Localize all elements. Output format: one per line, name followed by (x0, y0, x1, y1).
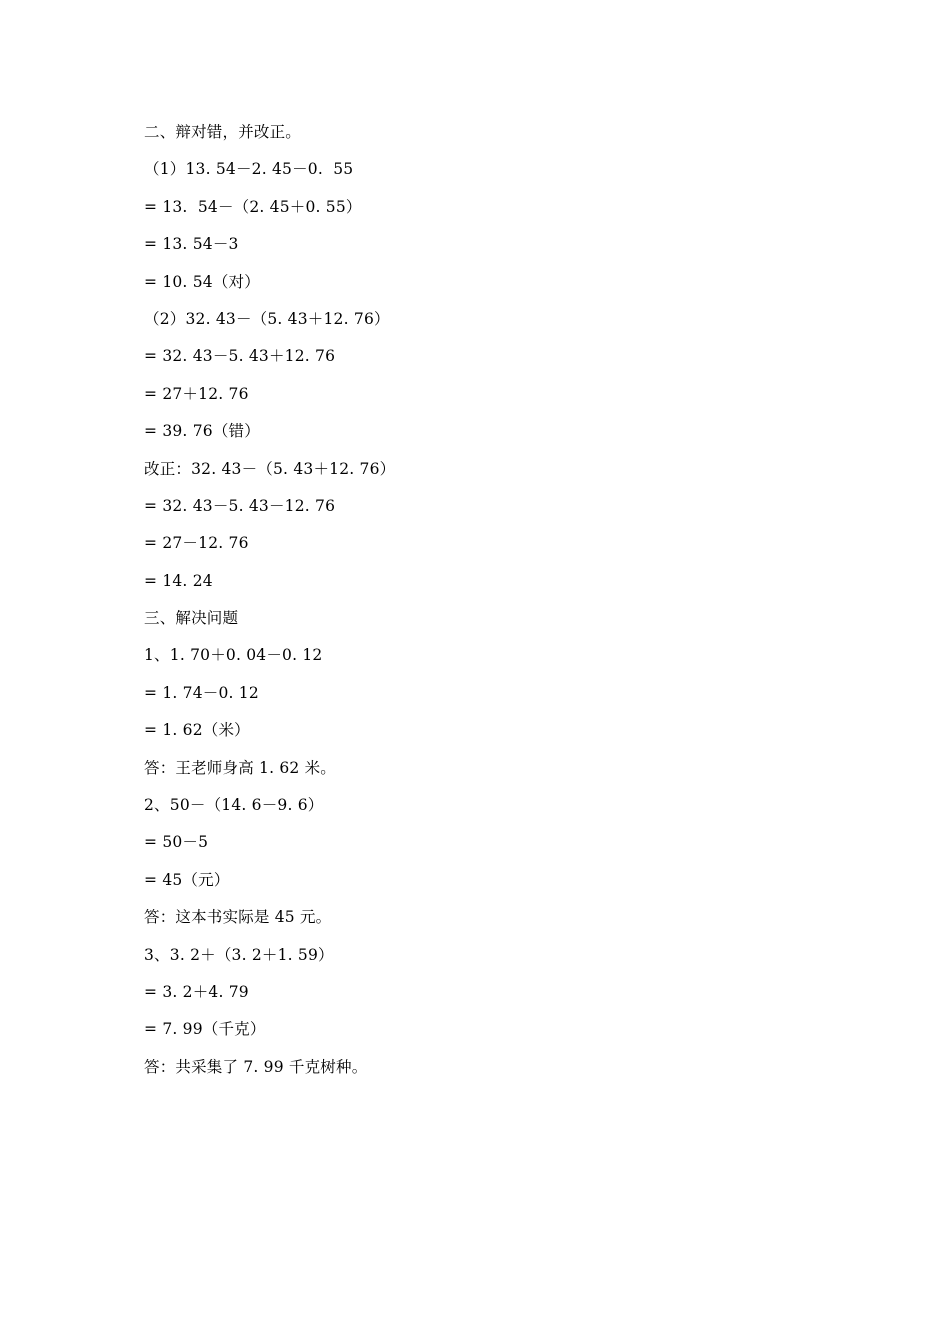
question-3-answer: 答：共采集了 7. 99 千克树种。 (144, 1057, 368, 1076)
correction-step-1: = 32. 43－5. 43－12. 76 (144, 496, 336, 515)
problem-1-step-1: = 13. 54－（2. 45＋0. 55） (144, 197, 362, 216)
correction-expression: 改正：32. 43－（5. 43＋12. 76） (144, 459, 396, 478)
question-2-answer: 答：这本书实际是 45 元。 (144, 908, 332, 927)
question-3-expression: 3、3. 2＋（3. 2＋1. 59） (144, 945, 334, 964)
document-body (144, 120, 844, 1092)
problem-2-result: = 39. 76（错） (144, 422, 260, 441)
problem-2-step-1: = 32. 43－5. 43＋12. 76 (144, 347, 336, 366)
question-3-result: = 7. 99（千克） (144, 1020, 266, 1039)
question-3-step-1: = 3. 2＋4. 79 (144, 982, 249, 1001)
problem-2-step-2: = 27＋12. 76 (144, 384, 249, 403)
problem-1-expression: （1）13. 54－2. 45－0. 55 (144, 160, 354, 179)
section-heading-correct-errors: 二、辩对错，并改正。 (144, 123, 302, 141)
question-1-expression: 1、1. 70＋0. 04－0. 12 (144, 646, 323, 665)
question-1-result: = 1. 62（米） (144, 721, 250, 740)
question-2-result: = 45（元） (144, 870, 230, 889)
problem-1-result: = 10. 54（对） (144, 272, 260, 291)
correction-result: = 14. 24 (144, 571, 213, 590)
problem-1-step-2: = 13. 54－3 (144, 235, 239, 254)
question-2-step-1: = 50－5 (144, 833, 209, 852)
question-1-step-1: = 1. 74－0. 12 (144, 683, 259, 702)
section-heading-solve-problems: 三、解决问题 (144, 609, 239, 628)
question-1-answer: 答：王老师身高 1. 62 米。 (144, 758, 336, 777)
question-2-expression: 2、50－（14. 6－9. 6） (144, 796, 324, 815)
problem-2-expression: （2）32. 43－（5. 43＋12. 76） (144, 309, 390, 328)
correction-step-2: = 27－12. 76 (144, 534, 249, 553)
